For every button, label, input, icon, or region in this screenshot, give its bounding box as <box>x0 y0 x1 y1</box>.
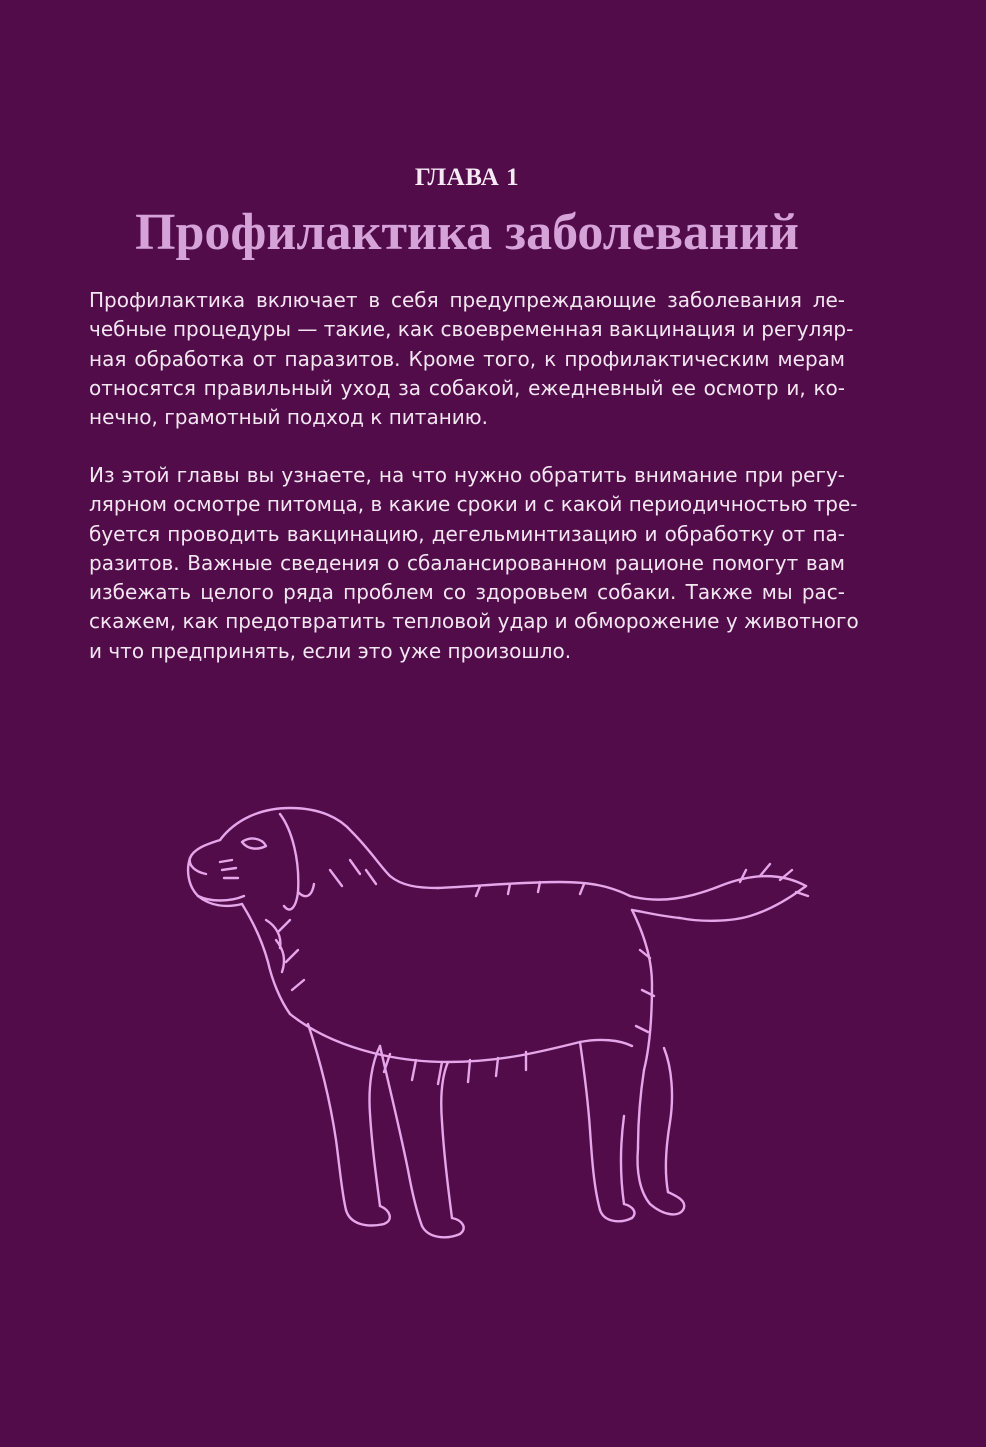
paragraph-line: нечно, грамотный подход к питанию. <box>89 405 488 430</box>
paragraph-intro <box>89 286 854 432</box>
chapter-label: ГЛАВА 1 <box>414 164 520 191</box>
paragraph-line: и что предпринять, если это уже произошло. <box>89 638 572 663</box>
paragraph-line: ная обработка от паразитов. Кроме того, к профилактическим мерам <box>89 346 845 371</box>
paragraph-line: чебные процедуры — такие, как своевременная вакцинация и регуляр- <box>89 317 854 342</box>
paragraph-line: буется проводить вакцинацию, дегельминтизацию и обработку от па- <box>89 521 845 546</box>
paragraph-line: разитов. Важные сведения о сбалансированном рационе помогут вам <box>89 550 845 575</box>
dog-outline-icon <box>180 800 820 1260</box>
paragraph-line: избежать целого ряда проблем со здоровьем собаки. Также мы рас- <box>89 580 845 605</box>
paragraph-line: относятся правильный уход за собакой, ежедневный ее осмотр и, ко- <box>89 375 845 400</box>
chapter-title: Профилактика заболеваний <box>135 204 799 261</box>
paragraph-line: Из этой главы вы узнаете, на что нужно обратить внимание при регу- <box>89 463 845 487</box>
paragraph-overview <box>89 461 859 666</box>
paragraph-line: Профилактика включает в себя предупреждающие заболевания ле- <box>89 288 845 312</box>
paragraph-line: лярном осмотре питомца, в какие сроки и с какой периодичностью тре- <box>89 492 858 517</box>
paragraph-line: скажем, как предотвратить тепловой удар и обморожение у животного <box>89 609 859 634</box>
